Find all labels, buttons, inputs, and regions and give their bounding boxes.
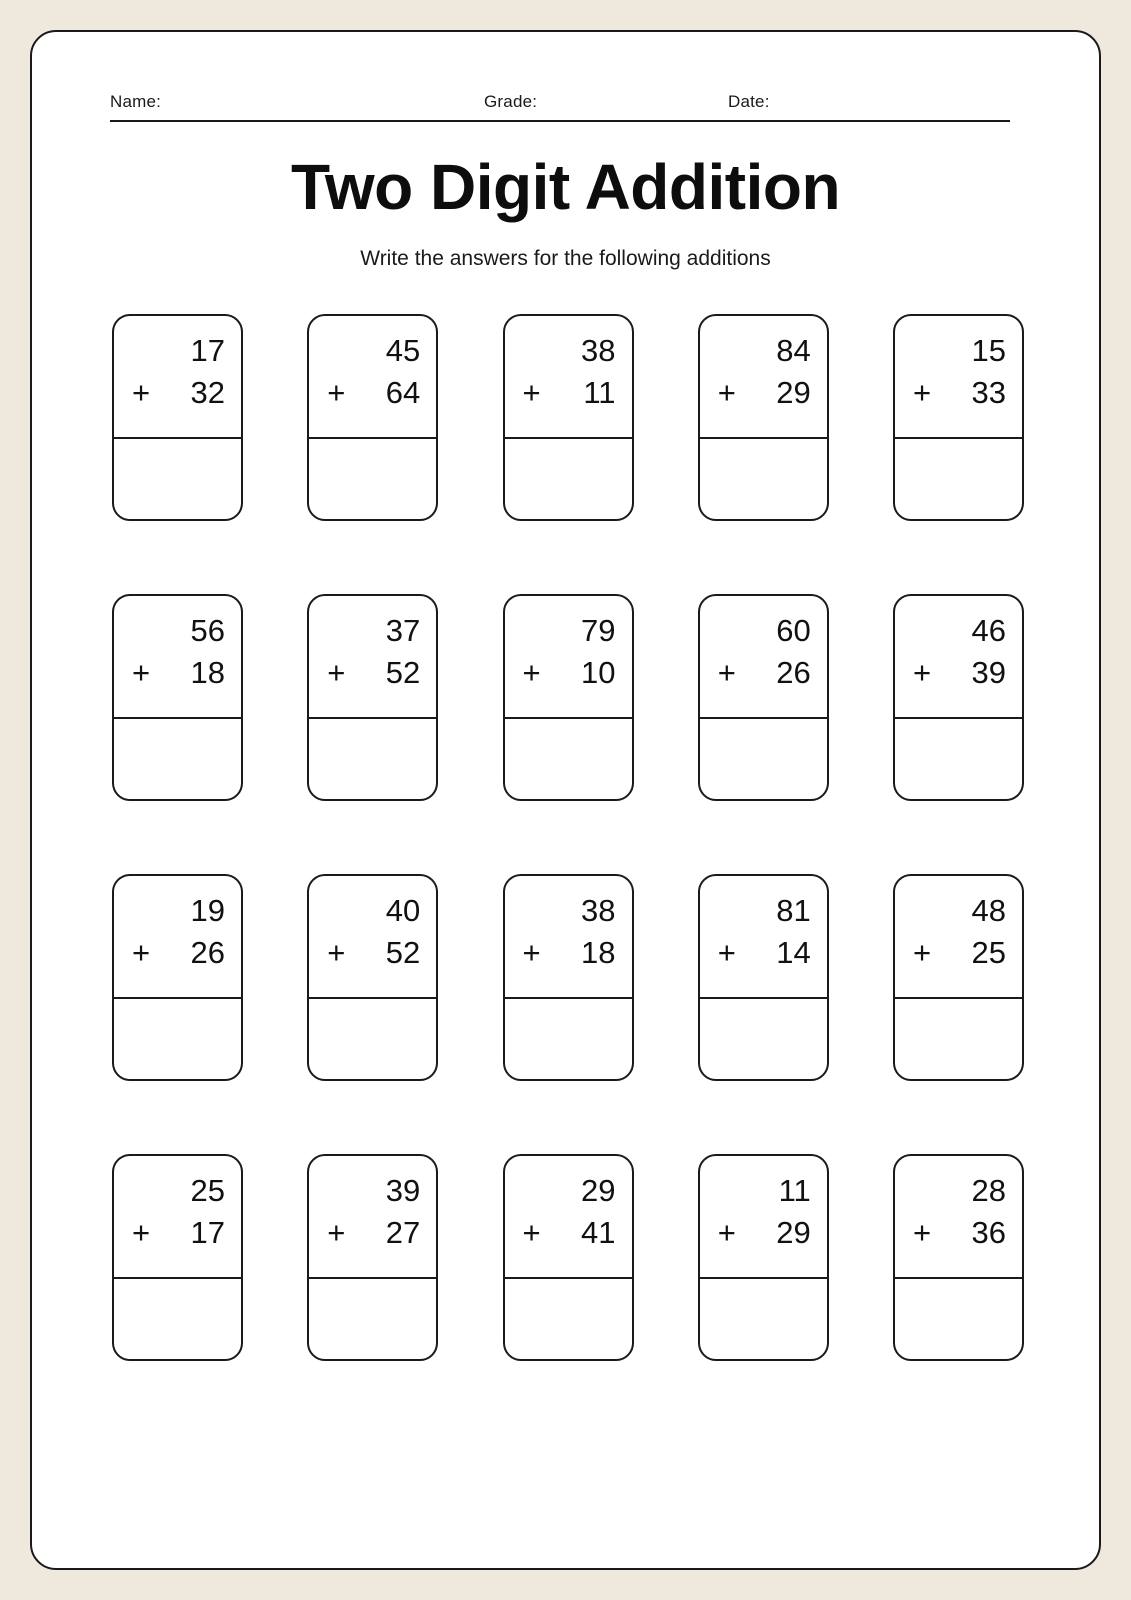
- problem-card: [893, 594, 1024, 801]
- student-info-row: [110, 70, 1010, 122]
- problem-operands: [700, 316, 827, 439]
- problem-operands: [505, 596, 632, 719]
- problem-card: [307, 1154, 438, 1361]
- addend-bottom: 39: [971, 654, 1006, 690]
- answer-box[interactable]: [309, 719, 436, 799]
- problem-operands: [114, 316, 241, 439]
- addend-bottom: 32: [190, 374, 225, 410]
- addend-top: 11: [778, 1173, 811, 1208]
- addend-bottom-line: [325, 652, 420, 694]
- page-subtitle: Write the answers for the following additions: [360, 247, 771, 270]
- problem-card: [893, 1154, 1024, 1361]
- problem-operands: [895, 596, 1022, 719]
- problem-card: [503, 1154, 634, 1361]
- date-label: Date:: [728, 92, 770, 111]
- addend-bottom: 64: [385, 374, 421, 410]
- addend-bottom: 10: [581, 654, 616, 690]
- problem-row: [112, 594, 1024, 801]
- plus-icon: +: [913, 1214, 932, 1250]
- problem-operands: [895, 1156, 1022, 1279]
- addend-top: 29: [581, 1173, 616, 1208]
- problem-card: [893, 874, 1024, 1081]
- addend-bottom-line: [130, 372, 225, 414]
- plus-icon: +: [327, 654, 346, 690]
- problem-operands: [114, 596, 241, 719]
- addend-top: 37: [385, 613, 421, 648]
- addend-bottom-line: [716, 652, 811, 694]
- addend-bottom: 14: [776, 934, 811, 970]
- answer-box[interactable]: [309, 999, 436, 1079]
- plus-icon: +: [132, 654, 151, 690]
- grade-label: Grade:: [484, 92, 538, 111]
- addend-bottom: 52: [385, 934, 421, 970]
- addend-bottom-line: [716, 372, 811, 414]
- answer-box[interactable]: [114, 439, 241, 519]
- addend-bottom-line: [521, 932, 616, 974]
- addend-bottom-line: [911, 652, 1006, 694]
- answer-box[interactable]: [895, 1279, 1022, 1359]
- problem-operands: [505, 876, 632, 999]
- plus-icon: +: [913, 654, 932, 690]
- problem-card: [307, 314, 438, 521]
- addend-bottom-line: [130, 1212, 225, 1254]
- problem-operands: [309, 1156, 436, 1279]
- addend-bottom-line: [325, 932, 420, 974]
- problem-operands: [114, 876, 241, 999]
- answer-box[interactable]: [114, 999, 241, 1079]
- plus-icon: +: [522, 1214, 541, 1250]
- answer-box[interactable]: [505, 999, 632, 1079]
- problem-card: [112, 874, 243, 1081]
- addend-top: 38: [581, 893, 616, 928]
- problem-operands: [114, 1156, 241, 1279]
- problem-operands: [895, 876, 1022, 999]
- addend-top: 19: [190, 893, 225, 928]
- plus-icon: +: [327, 374, 346, 410]
- problem-row: [112, 874, 1024, 1081]
- addend-top: 17: [190, 333, 225, 368]
- addend-bottom: 36: [971, 1214, 1006, 1250]
- problem-operands: [700, 1156, 827, 1279]
- addend-top: 39: [385, 1173, 421, 1208]
- addend-top: 45: [385, 333, 421, 368]
- addend-top: 84: [776, 333, 811, 368]
- answer-box[interactable]: [505, 1279, 632, 1359]
- answer-box[interactable]: [895, 719, 1022, 799]
- plus-icon: +: [132, 1214, 151, 1250]
- addend-top: 56: [190, 613, 225, 648]
- name-label: Name:: [110, 92, 162, 111]
- addend-top: 40: [385, 893, 421, 928]
- answer-box[interactable]: [309, 1279, 436, 1359]
- answer-box[interactable]: [700, 719, 827, 799]
- answer-box[interactable]: [895, 439, 1022, 519]
- addend-top: 25: [190, 1173, 225, 1208]
- addend-bottom-line: [521, 372, 616, 414]
- answer-box[interactable]: [700, 999, 827, 1079]
- problem-operands: [309, 596, 436, 719]
- addend-bottom-line: [716, 1212, 811, 1254]
- addend-bottom: 33: [971, 374, 1006, 410]
- plus-icon: +: [327, 934, 346, 970]
- plus-icon: +: [717, 934, 736, 970]
- plus-icon: +: [522, 654, 541, 690]
- addend-top: 46: [971, 613, 1006, 648]
- addend-bottom: 41: [581, 1214, 616, 1250]
- worksheet-page: [30, 30, 1101, 1570]
- addend-bottom-line: [911, 932, 1006, 974]
- problem-card: [698, 1154, 829, 1361]
- problem-card: [698, 594, 829, 801]
- problem-card: [503, 594, 634, 801]
- problem-operands: [700, 596, 827, 719]
- problem-operands: [700, 876, 827, 999]
- problem-operands: [309, 876, 436, 999]
- answer-box[interactable]: [505, 439, 632, 519]
- addend-bottom-line: [911, 1212, 1006, 1254]
- problems-grid: [112, 314, 1024, 1361]
- addend-bottom: 18: [581, 934, 616, 970]
- answer-box[interactable]: [505, 719, 632, 799]
- answer-box[interactable]: [114, 1279, 241, 1359]
- addend-bottom: 26: [776, 654, 811, 690]
- addend-bottom: 52: [385, 654, 421, 690]
- answer-box[interactable]: [114, 719, 241, 799]
- answer-box[interactable]: [700, 439, 827, 519]
- plus-icon: +: [913, 934, 932, 970]
- addend-top: 79: [581, 613, 616, 648]
- problem-card: [698, 314, 829, 521]
- addend-top: 48: [971, 893, 1006, 928]
- addend-bottom-line: [911, 372, 1006, 414]
- addend-bottom-line: [130, 932, 225, 974]
- addend-bottom: 18: [190, 654, 225, 690]
- problem-card: [503, 314, 634, 521]
- addend-bottom: 29: [776, 1214, 811, 1250]
- plus-icon: +: [717, 654, 736, 690]
- problem-card: [893, 314, 1024, 521]
- addend-bottom-line: [716, 932, 811, 974]
- addend-bottom-line: [521, 1212, 616, 1254]
- plus-icon: +: [522, 934, 541, 970]
- problem-card: [112, 594, 243, 801]
- addend-bottom-line: [325, 1212, 420, 1254]
- answer-box[interactable]: [895, 999, 1022, 1079]
- addend-top: 38: [581, 333, 616, 368]
- addend-bottom-line: [521, 652, 616, 694]
- addend-bottom: 11: [583, 374, 616, 410]
- plus-icon: +: [717, 1214, 736, 1250]
- problem-card: [698, 874, 829, 1081]
- problem-card: [307, 594, 438, 801]
- plus-icon: +: [913, 374, 932, 410]
- problem-card: [503, 874, 634, 1081]
- answer-box[interactable]: [309, 439, 436, 519]
- addend-top: 60: [776, 613, 811, 648]
- answer-box[interactable]: [700, 1279, 827, 1359]
- addend-top: 28: [971, 1173, 1006, 1208]
- plus-icon: +: [717, 374, 736, 410]
- addend-bottom: 25: [971, 934, 1006, 970]
- addend-bottom: 26: [190, 934, 225, 970]
- plus-icon: +: [522, 374, 541, 410]
- problem-card: [307, 874, 438, 1081]
- problem-row: [112, 314, 1024, 521]
- plus-icon: +: [132, 374, 151, 410]
- addend-bottom-line: [325, 372, 420, 414]
- problem-operands: [505, 1156, 632, 1279]
- problem-operands: [895, 316, 1022, 439]
- plus-icon: +: [327, 1214, 346, 1250]
- addend-bottom: 29: [776, 374, 811, 410]
- problem-operands: [505, 316, 632, 439]
- addend-bottom-line: [130, 652, 225, 694]
- addend-bottom: 17: [190, 1214, 225, 1250]
- problem-row: [112, 1154, 1024, 1361]
- problem-card: [112, 1154, 243, 1361]
- problem-operands: [309, 316, 436, 439]
- page-title: Two Digit Addition: [290, 151, 841, 223]
- problem-card: [112, 314, 243, 521]
- addend-top: 15: [971, 333, 1006, 368]
- plus-icon: +: [132, 934, 151, 970]
- addend-bottom: 27: [385, 1214, 421, 1250]
- addend-top: 81: [776, 893, 811, 928]
